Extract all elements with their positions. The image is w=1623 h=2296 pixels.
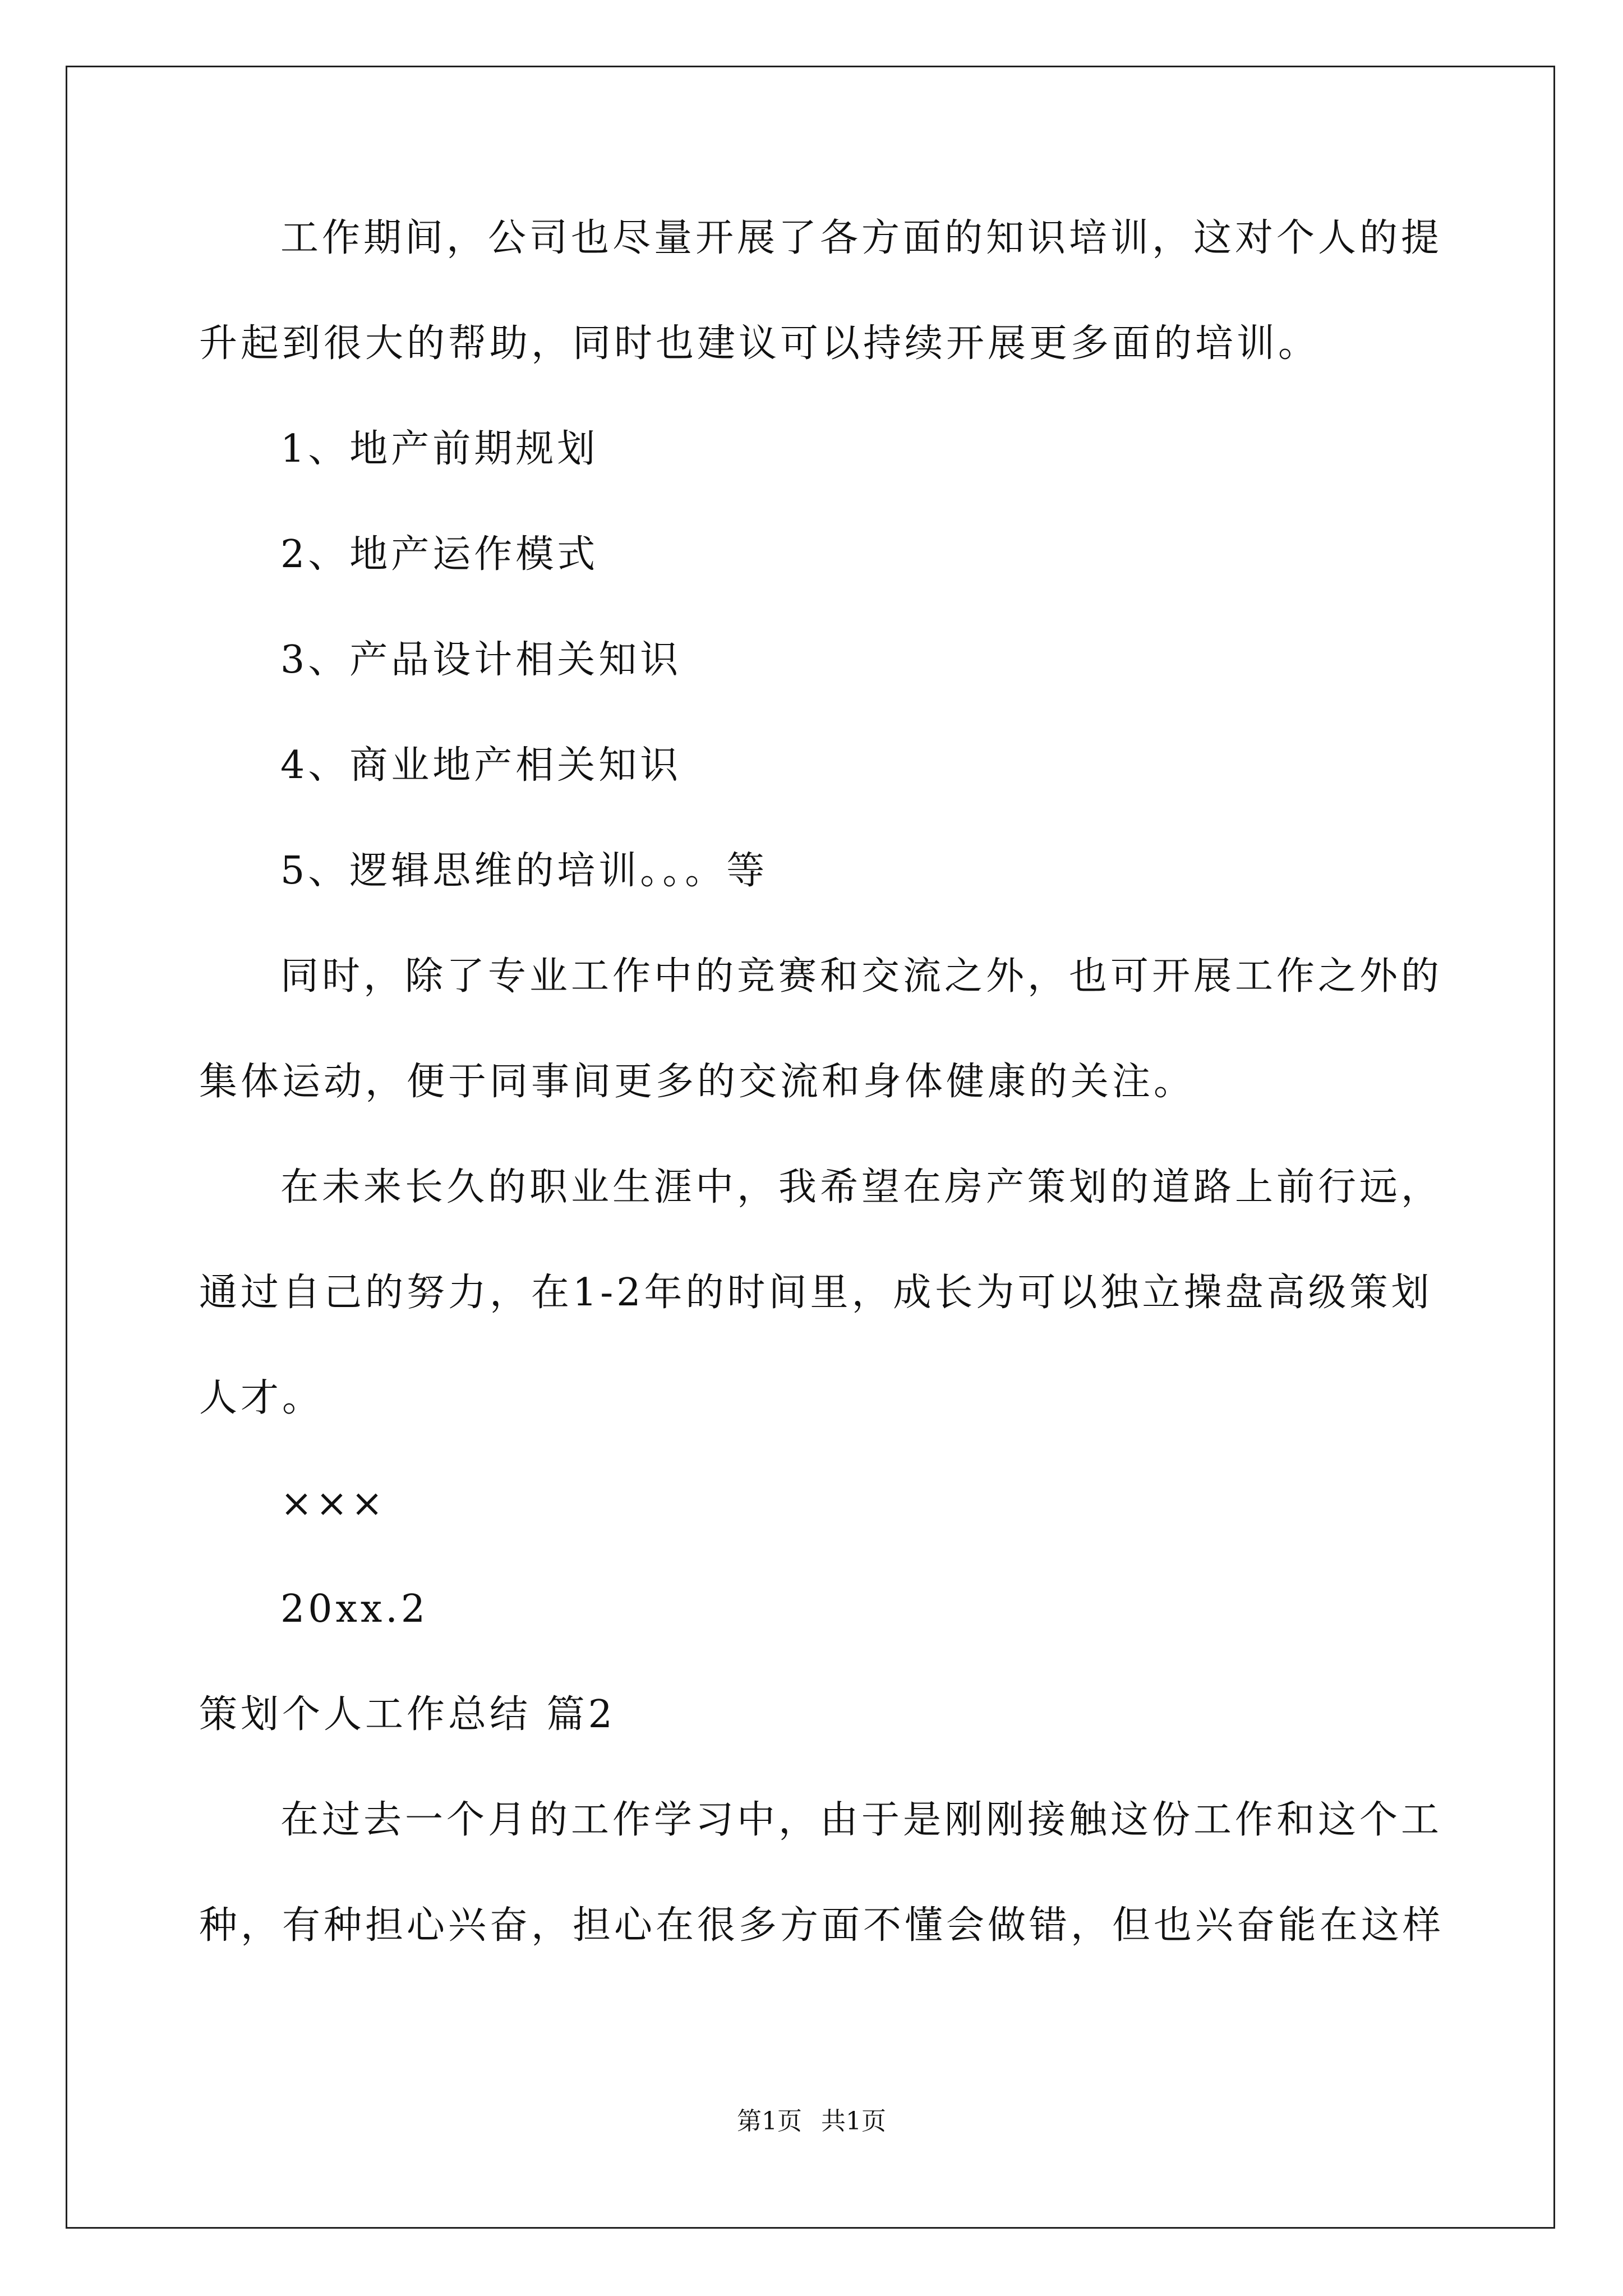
paragraph-line: 升起到很大的帮助，同时也建议可以持续开展更多面的培训。 [199,321,1320,366]
list-item: 4、商业地产相关知识 [280,743,682,788]
list-item: 5、逻辑思维的培训。。。等 [280,849,768,893]
paragraph-line: 集体运动，便于同事间更多的交流和身体健康的关注。 [199,1060,1196,1104]
paragraph-line: 同时，除了专业工作中的竞赛和交流之外，也可开展工作之外的 [280,954,1443,999]
list-item: 3、产品设计相关知识 [280,638,682,682]
list-item: 2、地产运作模式 [280,532,599,577]
signature-date: 20xx.2 [280,1587,429,1631]
paragraph-line: 工作期间，公司也尽量开展了各方面的知识培训，这对个人的提 [280,216,1443,260]
page-number-total: 共1页 [821,2107,886,2136]
paragraph-line: 种，有种担心兴奋，担心在很多方面不懂会做错，但也兴奋能在这样 [199,1903,1445,1948]
paragraph-line: 在过去一个月的工作学习中，由于是刚刚接触这份工作和这个工 [280,1798,1443,1842]
signature-name: ××× [280,1481,386,1526]
page-number-current: 第1页 [737,2107,802,2136]
paragraph-line: 人才。 [199,1376,324,1420]
page-footer [0,2105,1623,2138]
paragraph-line: 通过自己的努力，在1-2年的时间里，成长为可以独立操盘高级策划 [199,1271,1433,1315]
section-heading: 策划个人工作总结 篇2 [199,1692,616,1737]
paragraph-line: 在未来长久的职业生涯中，我希望在房产策划的道路上前行远， [280,1165,1443,1209]
list-item: 1、地产前期规划 [280,427,599,471]
